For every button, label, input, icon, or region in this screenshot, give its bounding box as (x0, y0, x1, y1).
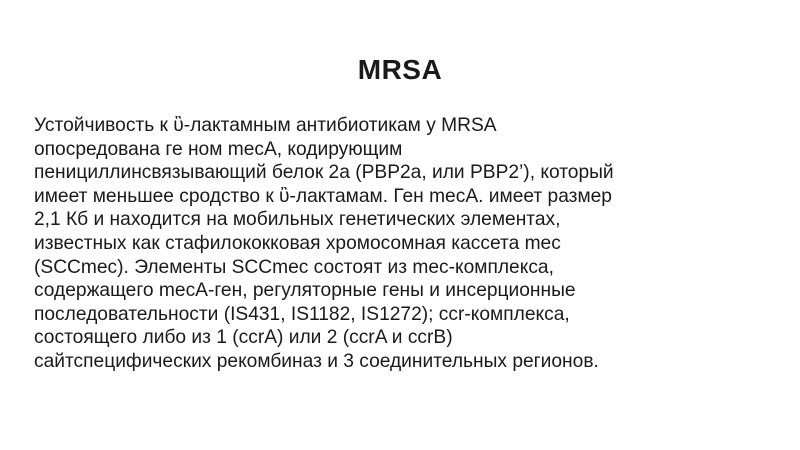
body-line: опосредована ге ном mecA, кодирующим (34, 138, 403, 160)
slide-body (34, 114, 734, 374)
body-line: 2,1 Кб и находится на мобильных генетических элементах, (34, 209, 561, 231)
body-line: имеет меньшее сродство к ὒ-лактамам. Ген mecA. имеет размер (34, 185, 612, 207)
slide-title: MRSA (357, 54, 443, 85)
body-line: последовательности (IS431, IS1182, IS1272); ccr-комплекса, (34, 303, 570, 325)
body-line: (SCCmec). Элементы SCCmec состоят из mec-комплекса, (34, 256, 554, 278)
body-line: Устойчивость к ὒ-лактамным антибиотикам у MRSA (34, 115, 497, 136)
body-line: известных как стафилококковая хромосомная кассета mec (34, 232, 561, 254)
body-line: сайтспецифических рекомбиназ и 3 соединительных регионов. (34, 350, 599, 372)
body-line: содержащего mecA-ген, регуляторные гены и инсерционные (34, 280, 576, 302)
body-line: пенициллинсвязывающий белок 2а (PBP2a, или PBP2’), который (34, 162, 614, 184)
body-line: состоящего либо из 1 (ccrA) или 2 (ccrA и ccrB) (34, 327, 453, 349)
